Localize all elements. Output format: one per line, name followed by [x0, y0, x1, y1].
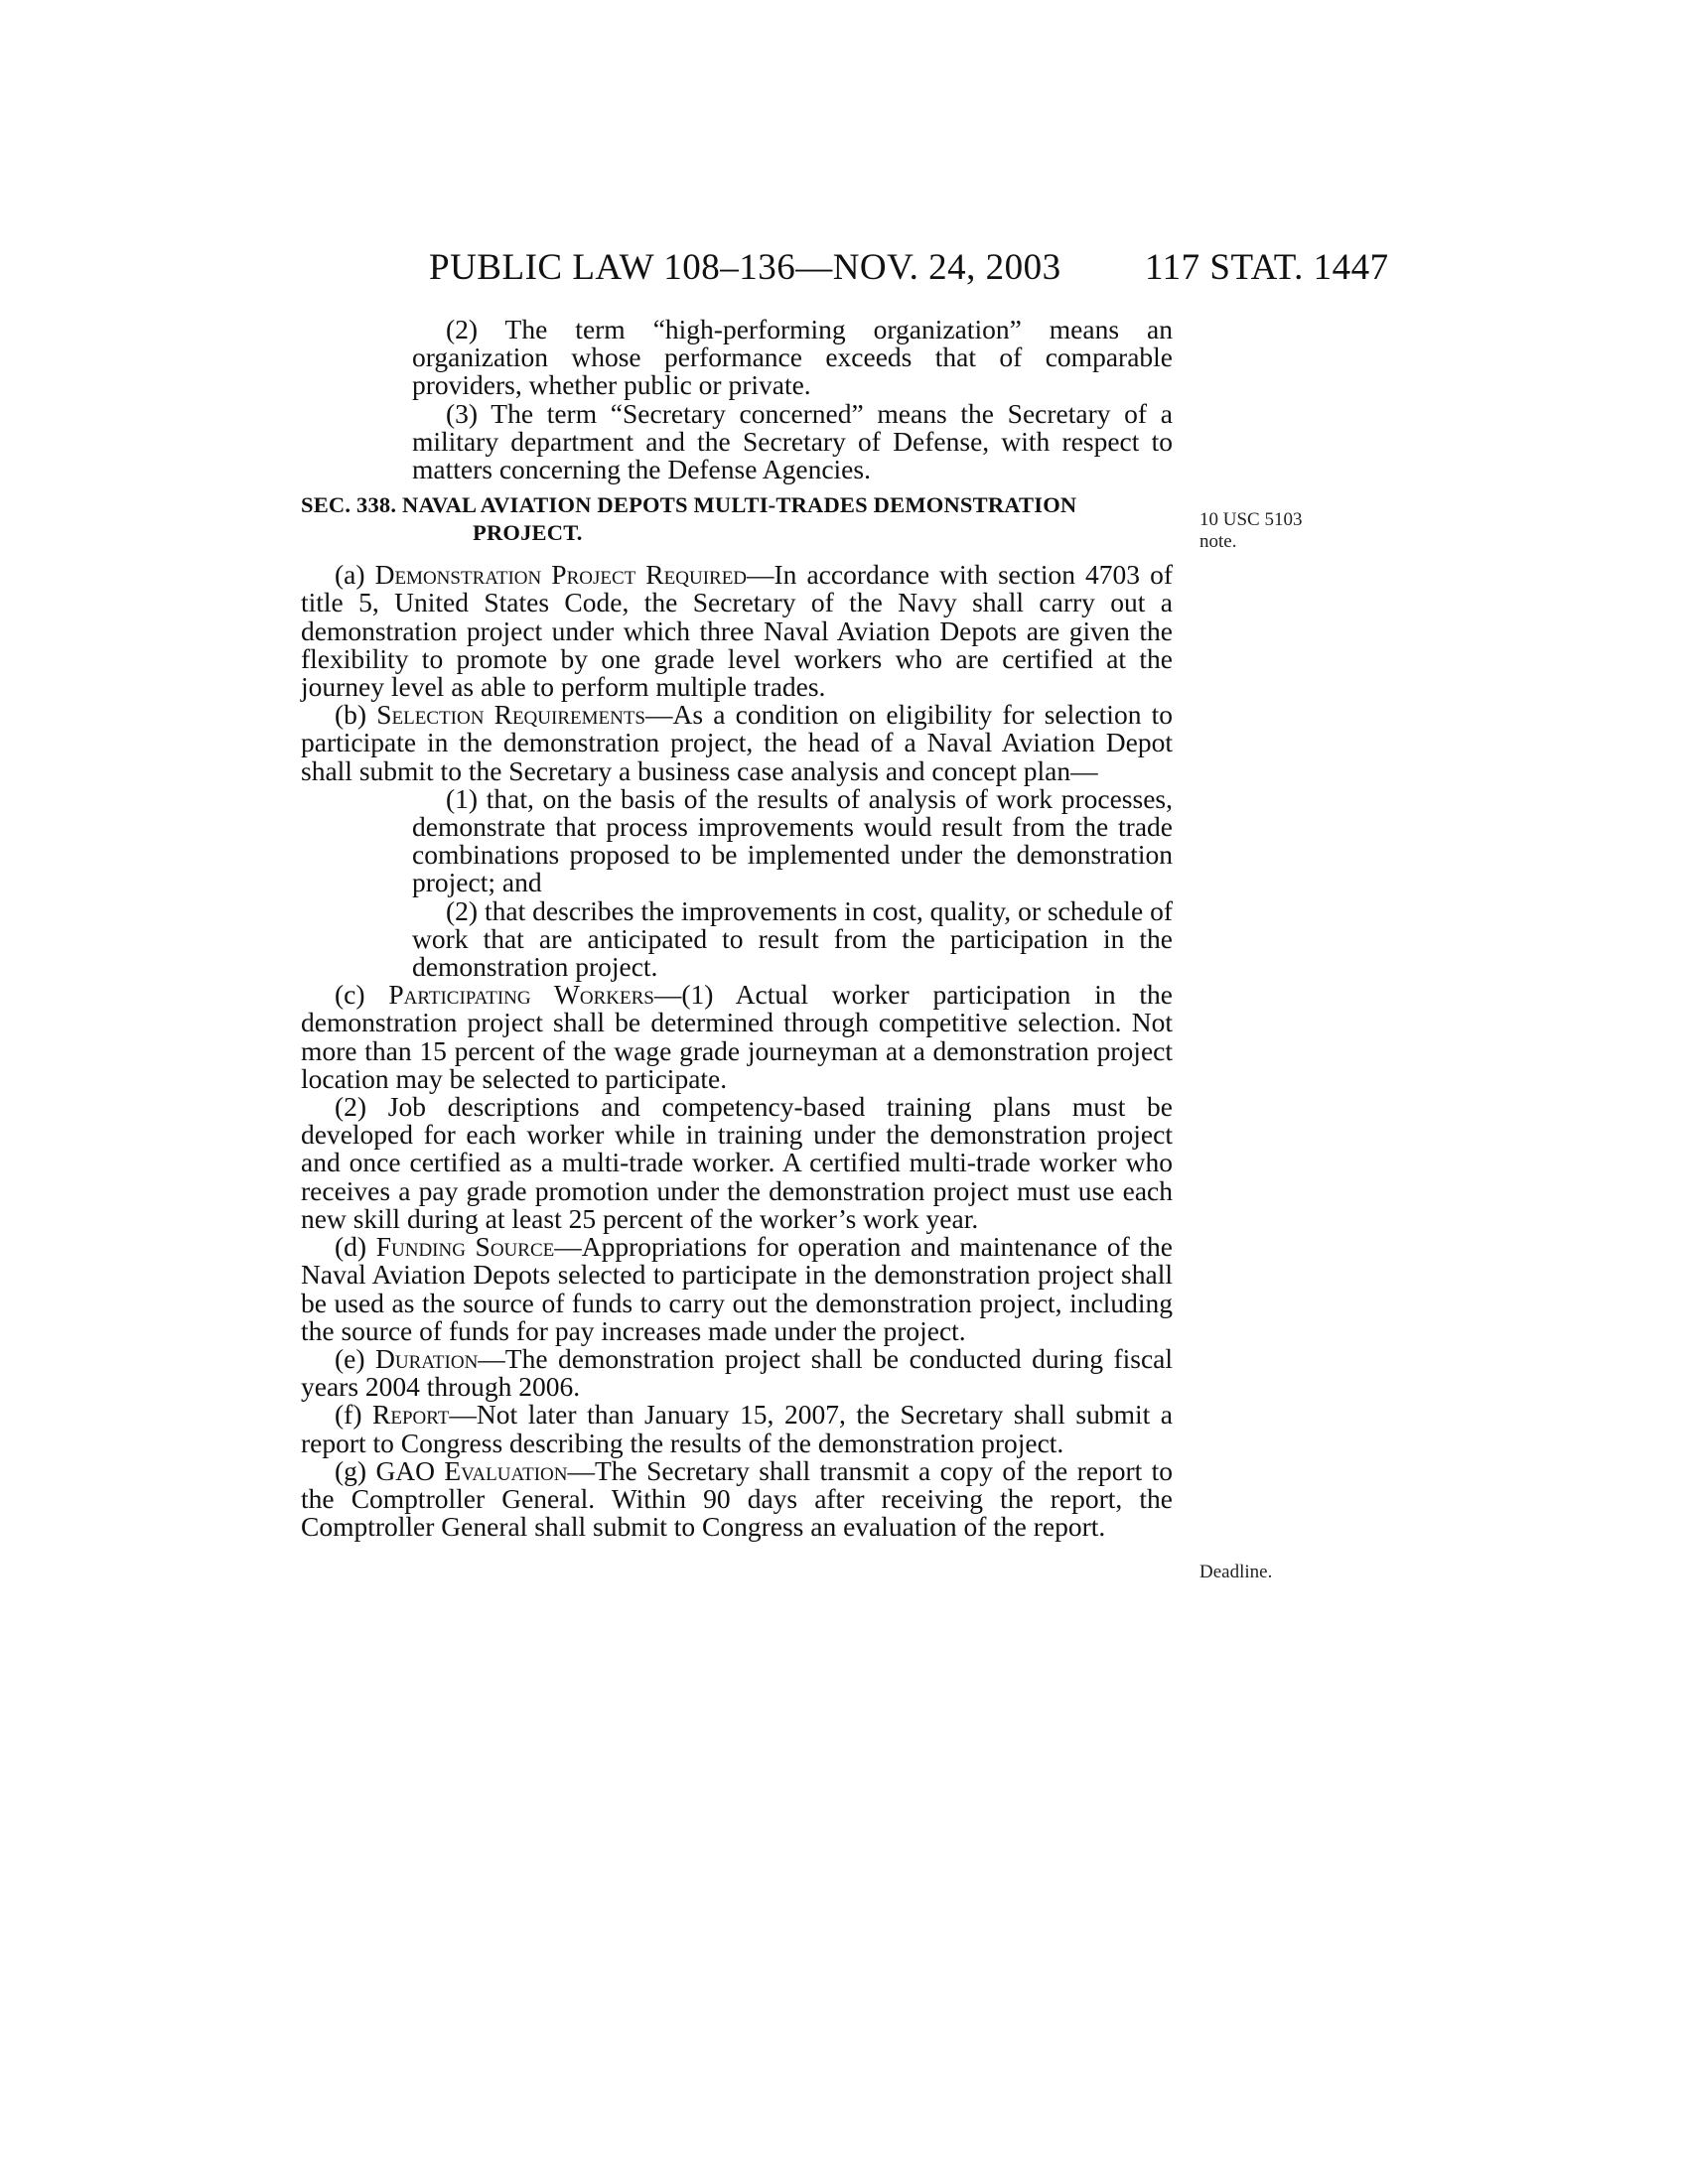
subsection-b-title: Selection Requirements	[376, 699, 645, 731]
subsection-f	[301, 1401, 1173, 1456]
subsection-e	[301, 1342, 1173, 1403]
subsection-a-title: Demonstration Project Required	[374, 559, 748, 591]
subsection-d-label: (d)	[335, 1231, 367, 1263]
subsection-c-text: —(1) Actual worker participation in the demonstration project shall be determined through competitive selection. Not more than 15 percent of the wage grade journeyman at a demonstration project location may be selected to participate.	[301, 979, 1174, 1094]
subsection-b-item-1: (1) that, on the basis of the results of analysis of work processes, demonstrate that process improvements would result from the trade combinations proposed to be implemented under the demonstration project; and	[412, 782, 1173, 898]
running-head-page-number: 117 STAT. 1447	[1145, 247, 1389, 288]
subsection-e-title: Duration	[375, 1342, 479, 1374]
margin-note-deadline: Deadline.	[1199, 1562, 1273, 1582]
running-head-title: PUBLIC LAW 108–136—NOV. 24, 2003	[429, 247, 1061, 288]
subsection-c-paragraph-2: (2) Job descriptions and competency-based training plans must be developed for each worker while in training under the demonstration project and once certified as a multi-trade worker. A certified multi-trade worker who receives a pay grade promotion under the demonstration project must use each new skill during at least 25 percent of the worker’s work year.	[301, 1091, 1173, 1234]
subsection-g	[301, 1454, 1173, 1543]
subsection-a-text: —In accordance with section 4703 of title 5, United States Code, the Secretary of the Navy shall carry out a demonstration project under which three Naval Aviation Depots are given the flexibility to promote by one grade level workers who are certified at the journey level as able to perform multiple trades.	[301, 559, 1174, 703]
margin-note-usc-line1: 10 USC 5103	[1199, 509, 1303, 530]
subsection-b-item-2: (2) that describes the improvements in cost, quality, or schedule of work that are anticipated to result from the participation in the demonstration project.	[412, 894, 1173, 983]
definition-paragraph-3: (3) The term “Secretary concerned” means the Secretary of a military department and the Secretary of Defense, with respect to matters concerning the Defense Agencies.	[412, 397, 1173, 485]
subsection-d	[301, 1233, 1173, 1345]
subsection-b-label: (b)	[335, 699, 367, 731]
section-heading-line1: SEC. 338. NAVAL AVIATION DEPOTS MULTI-TRADES DEMONSTRATION	[301, 492, 1077, 518]
subsection-e-text: —The demonstration project shall be conducted during fiscal years 2004 through 2006.	[301, 1342, 1173, 1403]
subsection-g-title: GAO Evaluation	[375, 1454, 568, 1486]
subsection-d-title: Funding Source	[375, 1231, 555, 1263]
subsection-c	[301, 981, 1173, 1093]
subsection-f-title: Report	[372, 1399, 450, 1431]
subsection-f-text: —Not later than January 15, 2007, the Secretary shall submit a report to Congress describing the results of the demonstration project.	[301, 1399, 1174, 1458]
subsection-b-text: —As a condition on eligibility for selection to participate in the demonstration project, the head of a Naval Aviation Depot shall submit to the Secretary a business case analysis and concept plan—	[301, 699, 1174, 786]
subsection-b	[301, 701, 1173, 785]
subsection-g-label: (g)	[335, 1454, 367, 1486]
subsection-c-label: (c)	[335, 979, 365, 1011]
margin-note-usc-line2: note.	[1199, 531, 1237, 552]
section-heading-line2: PROJECT.	[473, 520, 583, 546]
subsection-c-title: Participating Workers	[388, 979, 654, 1011]
margin-note-usc	[1199, 509, 1302, 553]
body-text	[301, 316, 1173, 1541]
subsection-a	[301, 561, 1173, 701]
subsection-f-label: (f)	[335, 1399, 362, 1431]
subsection-d-text: —Appropriations for operation and maintenance of the Naval Aviation Depots selected to participate in the demonstration project shall be used as the source of funds to carry out the demonstration project, including the source of funds for pay increases made under the project.	[301, 1231, 1173, 1346]
subsection-g-text: —The Secretary shall transmit a copy of the report to the Comptroller General. Within 90 days after receiving the report, the Comptroller General shall submit to Congress an evaluation of the report.	[301, 1454, 1173, 1543]
subsection-e-label: (e)	[335, 1342, 365, 1374]
section-heading	[301, 491, 1173, 547]
definition-paragraph-2: (2) The term “high-performing organization” means an organization whose performance exceeds that of comparable providers, whether public or private.	[412, 314, 1173, 401]
subsection-a-label: (a)	[335, 559, 365, 591]
